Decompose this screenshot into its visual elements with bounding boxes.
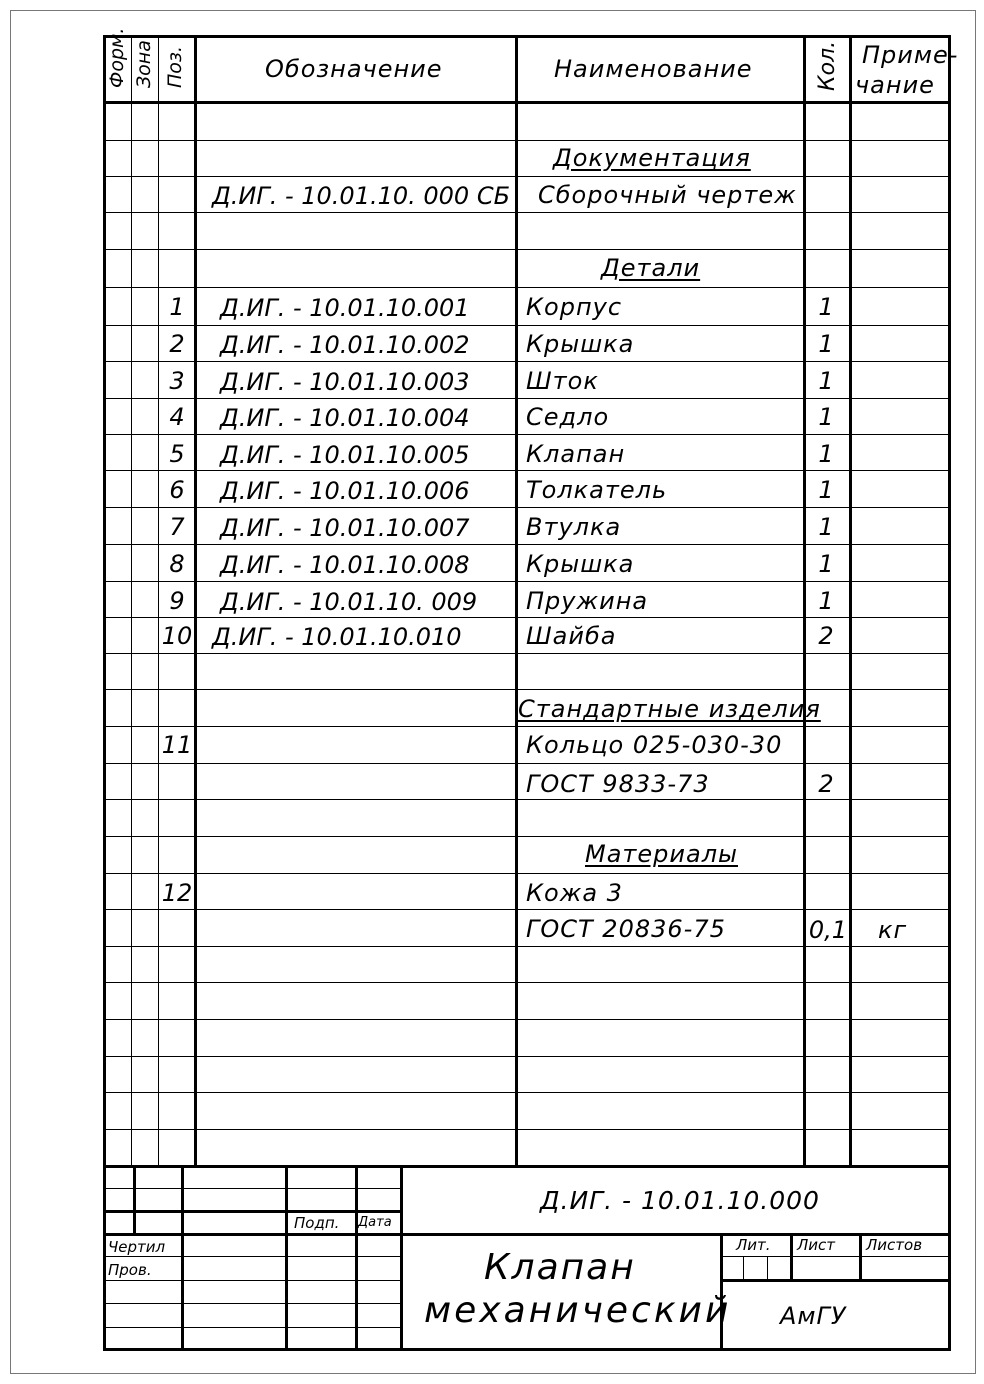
part-pos: 2 [169, 330, 185, 358]
tb-h5 [103, 1280, 400, 1281]
row-line [103, 544, 951, 545]
tb-h-lit-bottom [720, 1256, 951, 1257]
header-note-line1: Приме- [862, 41, 959, 69]
part-name: Корпус [526, 293, 623, 321]
header-quantity: Кол. [815, 40, 840, 91]
tb-h7 [103, 1327, 400, 1328]
tb-sign-label: Подп. [294, 1214, 340, 1232]
material-name-line1: Кожа 3 [526, 879, 623, 907]
header-position: Поз. [164, 45, 186, 88]
standard-qty: 2 [818, 770, 834, 798]
material-note: кг [878, 916, 908, 944]
part-pos: 5 [169, 440, 185, 468]
part-pos: 8 [169, 550, 185, 578]
header-designation: Обозначение [265, 55, 443, 83]
row-line [103, 398, 951, 399]
row-line [103, 212, 951, 213]
part-qty: 1 [818, 587, 834, 615]
row-line [103, 434, 951, 435]
section-details: Детали [601, 254, 701, 282]
row-line [103, 873, 951, 874]
header-note-line2: чание [855, 71, 935, 99]
part-name: Пружина [526, 587, 649, 615]
row-line [103, 287, 951, 288]
col-line-pos [194, 35, 197, 1167]
part-pos: 9 [169, 587, 185, 615]
row-line [103, 581, 951, 582]
tb-v-sheets [859, 1233, 862, 1279]
doc-designation: Д.ИГ. - 10.01.10. 000 СБ [212, 182, 511, 210]
part-qty: 2 [818, 622, 834, 650]
material-qty: 0,1 [808, 916, 848, 944]
row-line [103, 726, 951, 727]
part-qty: 1 [818, 513, 834, 541]
row-line [103, 982, 951, 983]
tb-title-line1: Клапан [484, 1247, 636, 1288]
col-line-zone [158, 35, 159, 1167]
tb-h1 [103, 1188, 400, 1189]
row-line [103, 1129, 951, 1130]
header-name: Наименование [554, 55, 753, 83]
row-line [103, 361, 951, 362]
part-qty: 1 [818, 330, 834, 358]
row-line [103, 617, 951, 618]
tb-v3 [285, 1165, 288, 1351]
col-line-designation [515, 35, 518, 1167]
col-line-format [131, 35, 132, 1167]
tb-h2 [103, 1210, 400, 1213]
part-pos: 7 [169, 513, 185, 541]
row-line [103, 176, 951, 177]
tb-organization: АмГУ [780, 1302, 847, 1330]
row-line [103, 763, 951, 764]
part-qty: 1 [818, 550, 834, 578]
part-name: Крышка [526, 550, 635, 578]
part-name: Втулка [526, 513, 622, 541]
row-line [103, 470, 951, 471]
tb-v2 [181, 1165, 184, 1351]
tb-sheets-label: Листов [866, 1236, 923, 1254]
part-designation: Д.ИГ. - 10.01.10.008 [220, 551, 470, 579]
tb-v1 [133, 1165, 136, 1233]
part-qty: 1 [818, 367, 834, 395]
part-qty: 1 [818, 293, 834, 321]
header-zone: Зона [133, 40, 155, 88]
tb-lit-label: Лит. [736, 1236, 771, 1254]
part-pos: 3 [169, 367, 185, 395]
part-pos: 1 [169, 293, 185, 321]
tb-v4 [355, 1165, 358, 1351]
part-designation: Д.ИГ. - 10.01.10.006 [220, 477, 470, 505]
part-designation: Д.ИГ. - 10.01.10.002 [220, 331, 470, 359]
tb-drawn-label: Чертил [108, 1238, 166, 1256]
row-line [103, 325, 951, 326]
tb-h4 [103, 1256, 400, 1257]
standard-name-line2: ГОСТ 9833-73 [526, 770, 710, 798]
tb-title-line2: механический [424, 1290, 732, 1331]
tb-checked-label: Пров. [108, 1261, 152, 1279]
doc-name: Сборочный чертеж [538, 181, 797, 209]
part-designation: Д.ИГ. - 10.01.10.003 [220, 368, 470, 396]
row-line [103, 507, 951, 508]
section-standard: Стандартные изделия [518, 695, 821, 723]
part-designation: Д.ИГ. - 10.01.10. 009 [220, 588, 478, 616]
row-line [103, 946, 951, 947]
section-materials: Материалы [585, 840, 738, 868]
tb-h6 [103, 1303, 400, 1304]
row-line [103, 689, 951, 690]
material-pos: 12 [161, 879, 193, 907]
row-line [103, 249, 951, 250]
tb-v-lit2 [767, 1256, 768, 1279]
tb-h-sheet-bottom [720, 1279, 951, 1282]
part-name: Толкатель [526, 476, 668, 504]
row-line [103, 836, 951, 837]
section-documentation: Документация [553, 144, 751, 172]
row-line [103, 1056, 951, 1057]
row-line [103, 1019, 951, 1020]
col-line-qty [849, 35, 852, 1167]
row-line [103, 799, 951, 800]
row-line [103, 653, 951, 654]
header-divider [103, 101, 951, 104]
spec-frame [103, 27, 951, 1351]
part-designation: Д.ИГ. - 10.01.10.004 [220, 404, 470, 432]
part-designation: Д.ИГ. - 10.01.10.001 [220, 294, 470, 322]
part-qty: 1 [818, 440, 834, 468]
part-qty: 1 [818, 403, 834, 431]
part-pos: 10 [161, 622, 193, 650]
part-pos: 4 [169, 403, 185, 431]
part-name: Крышка [526, 330, 635, 358]
tb-sheet-label: Лист [797, 1236, 836, 1254]
part-designation: Д.ИГ. - 10.01.10.007 [220, 514, 470, 542]
part-name: Клапан [526, 440, 626, 468]
title-block-top [103, 1165, 951, 1168]
tb-v-lit1 [743, 1256, 744, 1279]
part-name: Седло [526, 403, 610, 431]
standard-name-line1: Кольцо 025-030-30 [526, 731, 783, 759]
tb-doc-code: Д.ИГ. - 10.01.10.000 [540, 1186, 820, 1215]
part-qty: 1 [818, 476, 834, 504]
row-line [103, 909, 951, 910]
standard-pos: 11 [161, 731, 193, 759]
header-format: Форм. [106, 27, 128, 88]
row-line [103, 140, 951, 141]
part-pos: 6 [169, 476, 185, 504]
row-line [103, 1092, 951, 1093]
material-name-line2: ГОСТ 20836-75 [526, 915, 726, 943]
part-name: Шайба [526, 622, 617, 650]
tb-v5 [400, 1165, 403, 1351]
tb-v-sheet [790, 1233, 793, 1279]
part-designation: Д.ИГ. - 10.01.10.005 [220, 441, 470, 469]
part-name: Шток [526, 367, 599, 395]
part-designation: Д.ИГ. - 10.01.10.010 [212, 623, 462, 651]
tb-date-label: Дата [358, 1215, 392, 1230]
